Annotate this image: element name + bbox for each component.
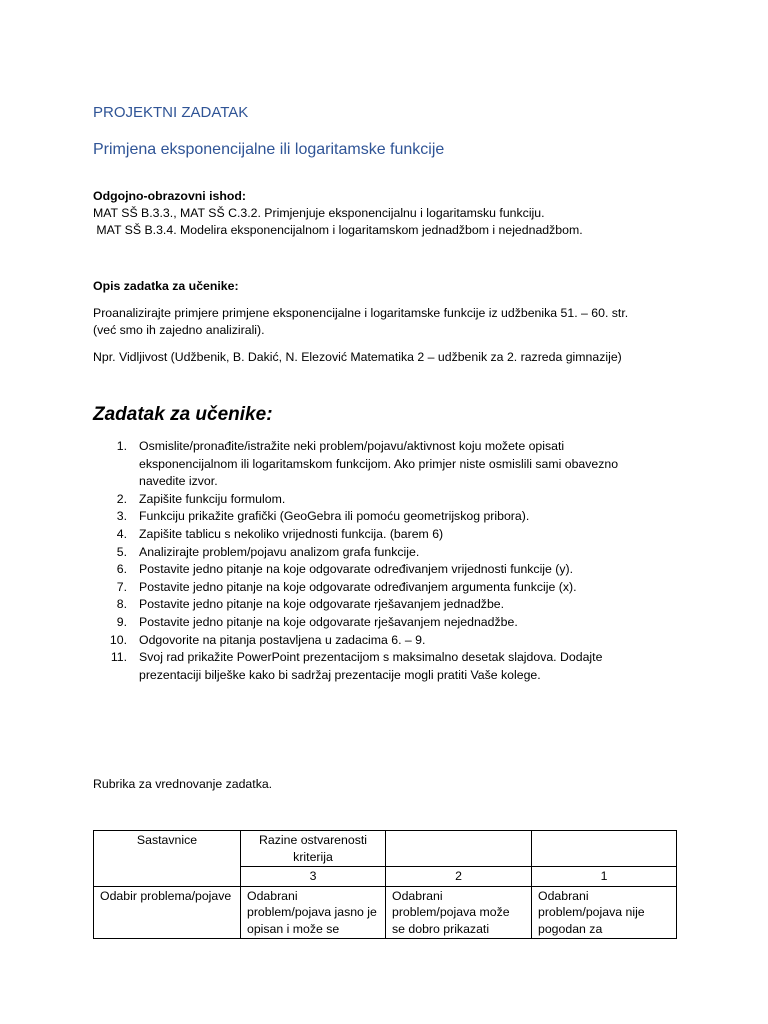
- description-line-1: Proanalizirajte primjere primjene eksponencijalne i logaritamske funkcije iz udžbenika 51. – 60. str.: [93, 306, 629, 320]
- list-item: [93, 544, 673, 562]
- list-item: [93, 491, 673, 509]
- description-paragraph-1: [93, 305, 733, 339]
- header-levels-cell: Razine ostvarenosti kriterija: [241, 831, 386, 867]
- page-title: PROJEKTNI ZADATAK: [93, 104, 249, 121]
- list-item-text: prezentaciji bilješke kako bi sadržaj prezentacije mogli pratiti Vaše kolege.: [139, 667, 541, 682]
- list-item-number: 8.: [116, 597, 127, 612]
- rubric-table: [93, 830, 677, 939]
- list-item-text: Svoj rad prikažite PowerPoint prezentacijom s maksimalno desetak slajdova. Dodajte: [139, 650, 603, 665]
- list-item: [93, 632, 673, 650]
- page-subtitle: Primjena eksponencijalne ili logaritamske funkcije: [93, 141, 445, 158]
- list-item-text: Osmislite/pronađite/istražite neki problem/pojavu/aktivnost koju možete opisati: [139, 439, 565, 453]
- row-level-1-cell: Odabrani problem/pojava nije pogodan za: [532, 886, 677, 939]
- list-item-text: Odgovorite na pitanja postavljena u zadacima 6. – 9.: [139, 632, 426, 647]
- list-item-number: 10.: [109, 632, 127, 647]
- task-list: [93, 438, 673, 684]
- header-empty-cell: [532, 831, 677, 867]
- row-level-2-cell: Odabrani problem/pojava može se dobro prikazati: [386, 886, 532, 939]
- list-item-text: Postavite jedno pitanje na koje odgovarate određivanjem argumenta funkcije (x).: [139, 579, 577, 594]
- list-item-text: navedite izvor.: [139, 474, 218, 489]
- list-item-number: 4.: [116, 526, 127, 541]
- list-item-text: Analizirajte problem/pojavu analizom grafa funkcije.: [139, 544, 420, 559]
- outcome-label: Odgojno-obrazovni ishod:: [93, 189, 247, 203]
- list-item: [93, 649, 673, 684]
- list-item-number: 9.: [116, 614, 127, 629]
- list-item-number: 3.: [116, 509, 127, 524]
- list-item-number: 7.: [116, 579, 127, 594]
- list-item-number: 2.: [116, 491, 127, 506]
- list-item-number: 6.: [116, 562, 127, 577]
- list-item-number: 1.: [116, 439, 127, 453]
- outcome-line-1: MAT SŠ B.3.3., MAT SŠ C.3.2. Primjenjuje eksponencijalnu i logaritamsku funkciju.: [93, 206, 545, 220]
- description-paragraph-2: Npr. Vidljivost (Udžbenik, B. Dakić, N. Elezović Matematika 2 – udžbenik za 2. razreda gimnazije): [93, 350, 622, 364]
- rubric-caption: Rubrika za vrednovanje zadatka.: [93, 777, 273, 791]
- list-item-text: Funkciju prikažite grafički (GeoGebra ili pomoću geometrijskog pribora).: [139, 509, 530, 524]
- list-item: [93, 438, 673, 491]
- description-line-2: (već smo ih zajedno analizirali).: [93, 323, 265, 337]
- description-label: Opis zadatka za učenike:: [93, 279, 239, 293]
- header-component-cell: Sastavnice: [94, 831, 241, 887]
- list-item-number: 11.: [110, 650, 127, 665]
- list-item: [93, 526, 673, 544]
- level-3-cell: 3: [241, 867, 386, 887]
- list-item-text: eksponencijalnom ili logaritamskom funkcijom. Ako primjer niste osmislili sami obavezno: [139, 456, 619, 471]
- level-1-cell: 1: [532, 867, 677, 887]
- list-item-text: Postavite jedno pitanje na koje odgovarate rješavanjem jednadžbe.: [139, 597, 505, 612]
- header-empty-cell: [386, 831, 532, 867]
- list-item: [93, 614, 673, 632]
- list-item: [93, 579, 673, 597]
- row-component-cell: Odabir problema/pojave: [94, 886, 241, 939]
- list-item: [93, 596, 673, 614]
- outcome-section: [93, 188, 713, 239]
- tasks-title: Zadatak za učenike:: [93, 404, 273, 425]
- list-item: [93, 508, 673, 526]
- table-row: [94, 886, 677, 939]
- outcome-line-2: MAT SŠ B.3.4. Modelira eksponencijalnom i logaritamskom jednadžbom i nejednadžbom.: [93, 223, 583, 237]
- row-level-3-cell: Odabrani problem/pojava jasno je opisan i može se: [241, 886, 386, 939]
- table-row: [94, 831, 677, 867]
- list-item-text: Zapišite funkciju formulom.: [139, 491, 286, 506]
- list-item-text: Postavite jedno pitanje na koje odgovarate određivanjem vrijednosti funkcije (y).: [139, 562, 574, 577]
- list-item-text: Zapišite tablicu s nekoliko vrijednosti funkcija. (barem 6): [139, 526, 444, 541]
- list-item-text: Postavite jedno pitanje na koje odgovarate rješavanjem nejednadžbe.: [139, 614, 518, 629]
- list-item: [93, 561, 673, 579]
- level-2-cell: 2: [386, 867, 532, 887]
- list-item-number: 5.: [116, 544, 127, 559]
